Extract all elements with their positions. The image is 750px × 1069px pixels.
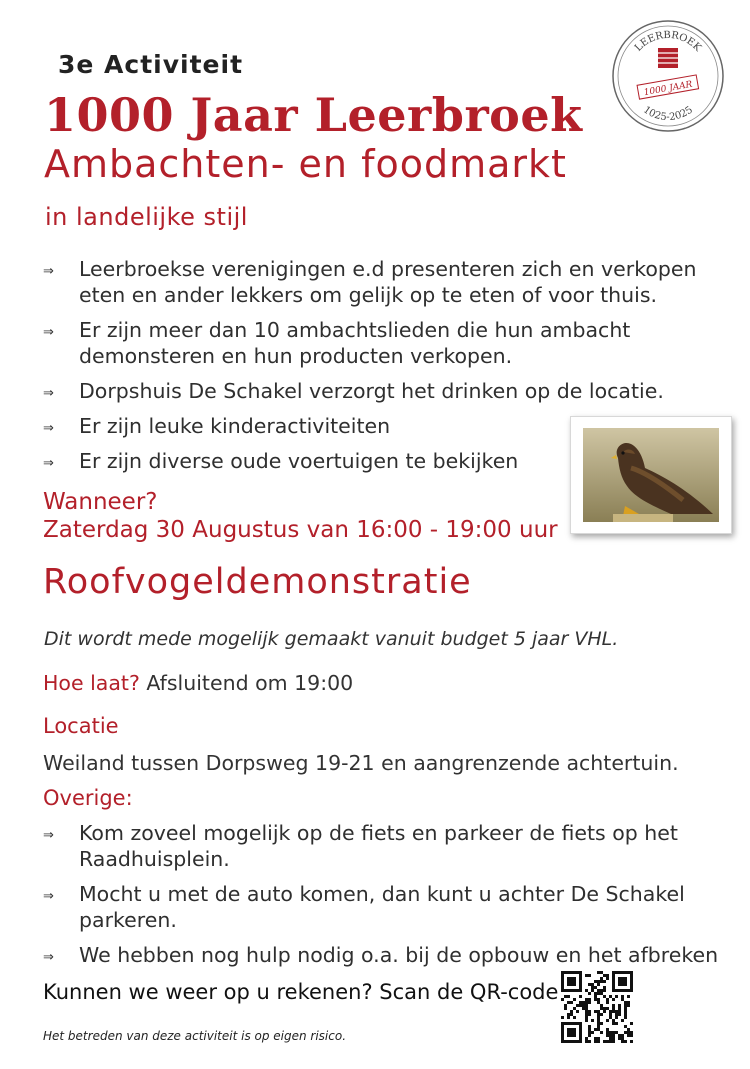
list-item: ⇒ Kom zoveel mogelijk op de fiets en parkeer de fiets op het Raadhuisplein. (43, 821, 678, 871)
arrow-right-icon: ⇒ (43, 828, 54, 843)
other-list (43, 820, 733, 977)
when-label: Wanneer? (43, 489, 158, 515)
page-title: 1000 Jaar Leerbroek (44, 88, 583, 142)
anniversary-seal (610, 18, 726, 134)
time-label: Hoe laat? (43, 671, 140, 695)
when-value: Zaterdag 30 Augustus van 16:00 - 19:00 uur (43, 517, 558, 543)
risk-note: Het betreden van deze activiteit is op eigen risico. (43, 1029, 347, 1043)
time-value: Afsluitend om 19:00 (146, 671, 354, 695)
list-item: ⇒ Er zijn meer dan 10 ambachtslieden die hun ambacht demonsteren en hun producten verkopen. (43, 318, 631, 368)
budget-note: Dit wordt mede mogelijk gemaakt vanuit budget 5 jaar VHL. (44, 628, 619, 650)
other-label: Overige: (43, 786, 133, 810)
list-item: ⇒ Mocht u met de auto komen, dan kunt u achter De Schakel parkeren. (43, 882, 685, 932)
arrow-right-icon: ⇒ (43, 456, 54, 471)
arrow-right-icon: ⇒ (43, 889, 54, 904)
seal-top-text: LEERBROEK (632, 29, 704, 54)
seal-shield-icon (658, 48, 678, 68)
page-subtitle: Ambachten- en foodmarkt (44, 142, 567, 186)
activity-label: 3e Activiteit (58, 50, 244, 79)
list-item: ⇒ Er zijn leuke kinderactiviteiten (43, 413, 733, 439)
list-item: ⇒ Leerbroekse verenigingen e.d presenteren zich en verkopen eten en ander lekkers om gelijk op te eten of voor thuis. (43, 257, 697, 307)
time-line (43, 671, 353, 695)
list-item: ⇒ Er zijn diverse oude voertuigen te bekijken (43, 448, 733, 474)
demonstration-title: Roofvogeldemonstratie (43, 562, 472, 602)
location-label: Locatie (43, 714, 119, 738)
list-item: ⇒ We hebben nog hulp nodig o.a. bij de opbouw en het afbreken (43, 942, 733, 968)
arrow-right-icon: ⇒ (43, 325, 54, 340)
list-item: ⇒ Dorpshuis De Schakel verzorgt het drinken op de locatie. (43, 378, 733, 404)
hawk-photo (570, 416, 732, 534)
arrow-right-icon: ⇒ (43, 421, 54, 436)
arrow-right-icon: ⇒ (43, 386, 54, 401)
style-line: in landelijke stijl (45, 203, 248, 231)
hawk-icon (583, 428, 719, 522)
qr-call-to-action: Kunnen we weer op u rekenen? Scan de QR-code (43, 980, 559, 1004)
seal-middle-text: 1000 JAAR (643, 79, 694, 99)
arrow-right-icon: ⇒ (43, 950, 54, 965)
location-value: Weiland tussen Dorpsweg 19-21 en aangrenzende achtertuin. (43, 751, 679, 775)
qr-code[interactable] (561, 971, 633, 1043)
seal-bottom-text: 1025-2025 (641, 104, 695, 124)
arrow-right-icon: ⇒ (43, 264, 54, 279)
